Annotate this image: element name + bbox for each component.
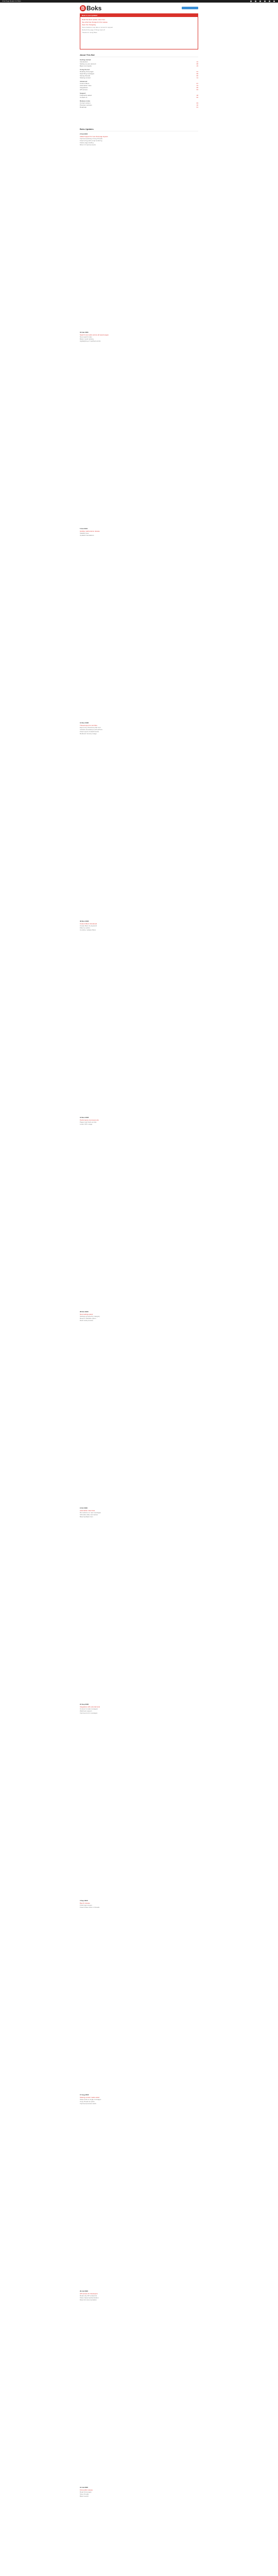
update-line: Combine multiple filters xyxy=(80,929,96,931)
toc-item-label: Reading chat pages xyxy=(80,71,94,73)
alert-note: Refresh the page if things look off xyxy=(82,29,105,31)
update-line: Faster page loading xyxy=(80,142,94,144)
alert-link[interactable]: Read the latest update notes here xyxy=(82,19,106,21)
update-line: Token based authentication xyxy=(80,2297,99,2299)
toc-item-label: Sharing content xyxy=(80,77,91,79)
minimize-icon[interactable] xyxy=(269,1,270,2)
toc-group-heading: Using the bot xyxy=(80,69,90,71)
update-line: Reset to defaults option xyxy=(80,1317,96,1319)
bookmark-icon[interactable] xyxy=(255,1,256,2)
update-entry xyxy=(80,1900,198,1908)
toc-item-label: Contact us xyxy=(80,96,88,98)
update-line: Export any thread as plain text xyxy=(80,726,101,728)
update-line: Run actions on new messages xyxy=(80,1512,101,1514)
update-line: New search index xyxy=(80,336,92,338)
update-link[interactable]: Holiday maintenance release xyxy=(80,530,100,532)
update-link[interactable]: Custom filters introduced xyxy=(80,923,97,925)
update-entry xyxy=(80,1703,198,1714)
update-line: Fixed a bug with emoji rendering xyxy=(80,140,102,142)
update-line: Improved preview cards xyxy=(80,2103,96,2105)
update-line: Filter by author xyxy=(80,927,91,929)
update-link[interactable]: New settings panel xyxy=(80,1313,93,1315)
share-icon[interactable] xyxy=(259,1,261,2)
update-line: Webhook support xyxy=(80,1710,92,1712)
toc-item-label: Roadmap xyxy=(80,106,87,108)
update-line: Read chat pages xyxy=(80,2491,92,2493)
update-entry xyxy=(80,2290,198,2301)
search-button[interactable] xyxy=(182,7,198,9)
update-line: Minor UI improvements xyxy=(80,144,96,146)
page-header xyxy=(80,4,198,2497)
about-toc xyxy=(80,59,198,108)
update-entry xyxy=(80,1507,198,1518)
update-entry xyxy=(80,2486,198,2497)
toc-item-label: Current version xyxy=(80,102,91,104)
toc-item-count: 09 xyxy=(196,73,198,75)
update-entry xyxy=(80,920,198,931)
update-date: 5 Jan 2021 xyxy=(80,528,88,530)
updates-section xyxy=(80,128,198,2576)
update-entry xyxy=(80,133,198,146)
toc-item-count: 03 xyxy=(196,102,198,104)
window-title: Chat Page Reader for Boks xyxy=(2,0,21,2)
toc-item-label: API access xyxy=(80,89,88,91)
logo[interactable] xyxy=(80,4,198,12)
update-entry xyxy=(80,2094,198,2105)
toc-item-label: Saving threads xyxy=(80,75,91,77)
tab-icon[interactable] xyxy=(250,1,252,2)
alert-heading: Boks is now updated xyxy=(80,14,198,17)
update-line: Settings grouped by category xyxy=(80,1315,100,1317)
toc-item-count: 04 xyxy=(196,89,198,91)
alert-link[interactable]: See what has changed in this release xyxy=(82,21,108,23)
toc-group-heading: Support xyxy=(80,92,86,94)
update-link[interactable]: Bug fix release xyxy=(80,1902,90,1904)
update-line: Includes timestamps and authors xyxy=(80,728,103,731)
toc-item-label: Frequently asked xyxy=(80,94,92,96)
update-entry xyxy=(80,331,198,342)
update-line: Lower CPU usage xyxy=(80,1123,93,1125)
toc-item-label: Basic commands xyxy=(80,65,92,67)
update-link[interactable]: Integration with external tools xyxy=(80,1706,100,1708)
update-line: Improved parsing of long threads xyxy=(80,138,102,140)
update-link[interactable]: Added support for new chat page layouts xyxy=(80,135,108,138)
update-date: 12 Nov 2020 xyxy=(80,1116,89,1118)
update-date: 18 Jan 2021 xyxy=(80,331,89,333)
toc-item-label: Previous versions xyxy=(80,104,92,106)
update-date: 10 Jul 2020 xyxy=(80,2486,89,2488)
update-line: Schedule daily summaries xyxy=(80,1514,98,1516)
update-date: 21 Sep 2020 xyxy=(80,1703,89,1705)
close-icon[interactable] xyxy=(273,1,275,2)
update-line: Updated translations xyxy=(80,534,94,536)
update-line: Better result ranking xyxy=(80,338,94,340)
alert-note: Some features may take a moment to appear xyxy=(82,26,113,28)
toc-item-count: 07 xyxy=(196,82,198,84)
update-line: Reduced memory usage xyxy=(80,733,97,735)
toc-item-count: 02 xyxy=(196,96,198,98)
update-date: 30 Nov 2020 xyxy=(80,920,89,922)
update-link[interactable]: Thread export to text files xyxy=(80,724,97,726)
update-link[interactable]: Sharing content made easier xyxy=(80,2096,100,2098)
update-line: Dark mode preview xyxy=(80,1319,93,1321)
update-alert xyxy=(80,13,198,49)
update-line: Read-only API endpoints xyxy=(80,2295,97,2297)
update-date: 17 Aug 2020 xyxy=(80,2094,89,2096)
update-line: Stability fixes xyxy=(80,532,89,534)
updates-log xyxy=(80,133,198,2497)
update-line: Connect to task managers xyxy=(80,1708,98,1710)
update-link[interactable]: Performance improvements xyxy=(80,1119,99,1121)
toc-item[interactable] xyxy=(80,89,198,91)
toc-item-count: 08 xyxy=(196,63,198,65)
update-date: 3 Sep 2020 xyxy=(80,1900,88,1902)
update-date: 2 Feb 2021 xyxy=(80,133,88,135)
toc-item[interactable] xyxy=(80,65,198,67)
toc-item[interactable] xyxy=(80,96,198,98)
update-line: Share links to single messages xyxy=(80,2098,101,2100)
update-line: Save threads xyxy=(80,2493,89,2495)
toc-item-label: Integrations xyxy=(80,87,88,89)
update-entry xyxy=(80,528,198,536)
toc-item-count: 12 xyxy=(196,61,198,63)
toc-item-count: 06 xyxy=(196,75,198,77)
toc-item-count: 05 xyxy=(196,87,198,89)
toc-item[interactable] xyxy=(80,106,198,108)
update-line: Improved error messages xyxy=(80,1712,98,1714)
toc-item-count: 18 xyxy=(196,94,198,96)
update-date: 29 Jul 2020 xyxy=(80,2290,89,2292)
toc-item-count: 13 xyxy=(196,84,198,87)
update-date: 14 Dec 2020 xyxy=(80,722,89,724)
logo-text: Boks xyxy=(86,5,102,12)
about-title: About This Bot xyxy=(80,54,198,57)
update-entry xyxy=(80,722,198,735)
toc-item-label: Searching messages xyxy=(80,73,95,75)
update-line: Pages load twice as fast xyxy=(80,1121,97,1123)
alert-body xyxy=(80,17,198,35)
updates-title: Boks Updates xyxy=(80,128,198,131)
toc-item-label: Introduction xyxy=(80,61,88,63)
update-entry xyxy=(80,1311,198,1321)
settings-icon[interactable] xyxy=(264,1,266,2)
toc-group-heading: Release notes xyxy=(80,100,91,102)
toc-item-count: 11 xyxy=(196,77,198,79)
toc-item-label: Custom filters xyxy=(80,82,90,84)
alert-note: Thanks for using Boks xyxy=(82,31,97,33)
update-line: Create filters by keyword xyxy=(80,925,97,927)
update-line: Highlighting of matched words xyxy=(80,340,101,342)
toc-item-label: Automation rules xyxy=(80,84,92,87)
update-link[interactable]: Automation rules beta xyxy=(80,1510,95,1512)
update-line: Fixed broken links in threads xyxy=(80,1906,100,1908)
update-entry xyxy=(80,1116,198,1125)
update-line: Rate limit documentation xyxy=(80,2299,97,2301)
update-line: Fixed export of attachments xyxy=(80,731,99,733)
toc-item-count: 15 xyxy=(196,65,198,67)
window-titlebar xyxy=(0,0,278,3)
update-link[interactable]: API access for developers xyxy=(80,2293,98,2295)
toc-group-heading: Getting started xyxy=(80,59,91,61)
update-line: Beta feedback form xyxy=(80,1516,94,1518)
alert-link[interactable]: Open the changelog xyxy=(82,24,96,26)
update-date: 28 Oct 2020 xyxy=(80,1311,89,1313)
update-line: Fixed login issues xyxy=(80,1904,92,1906)
update-line: Basic search xyxy=(80,2495,89,2497)
about-section xyxy=(80,54,198,108)
toc-item[interactable] xyxy=(80,77,198,79)
update-link[interactable]: First public release xyxy=(80,2489,93,2491)
toc-item-count: 21 xyxy=(196,71,198,73)
toc-item-count: 16 xyxy=(196,104,198,106)
logo-mark: B xyxy=(80,5,86,11)
toc-group-heading: Advanced xyxy=(80,80,88,82)
toc-item-count: 01 xyxy=(196,106,198,108)
toc-item-label: Setting up your account xyxy=(80,63,96,65)
update-line: Copy thread as quote xyxy=(80,2100,95,2103)
window-controls xyxy=(250,1,275,2)
update-link[interactable]: Search now works across all saved pages xyxy=(80,334,109,336)
update-date: 9 Oct 2020 xyxy=(80,1507,88,1509)
